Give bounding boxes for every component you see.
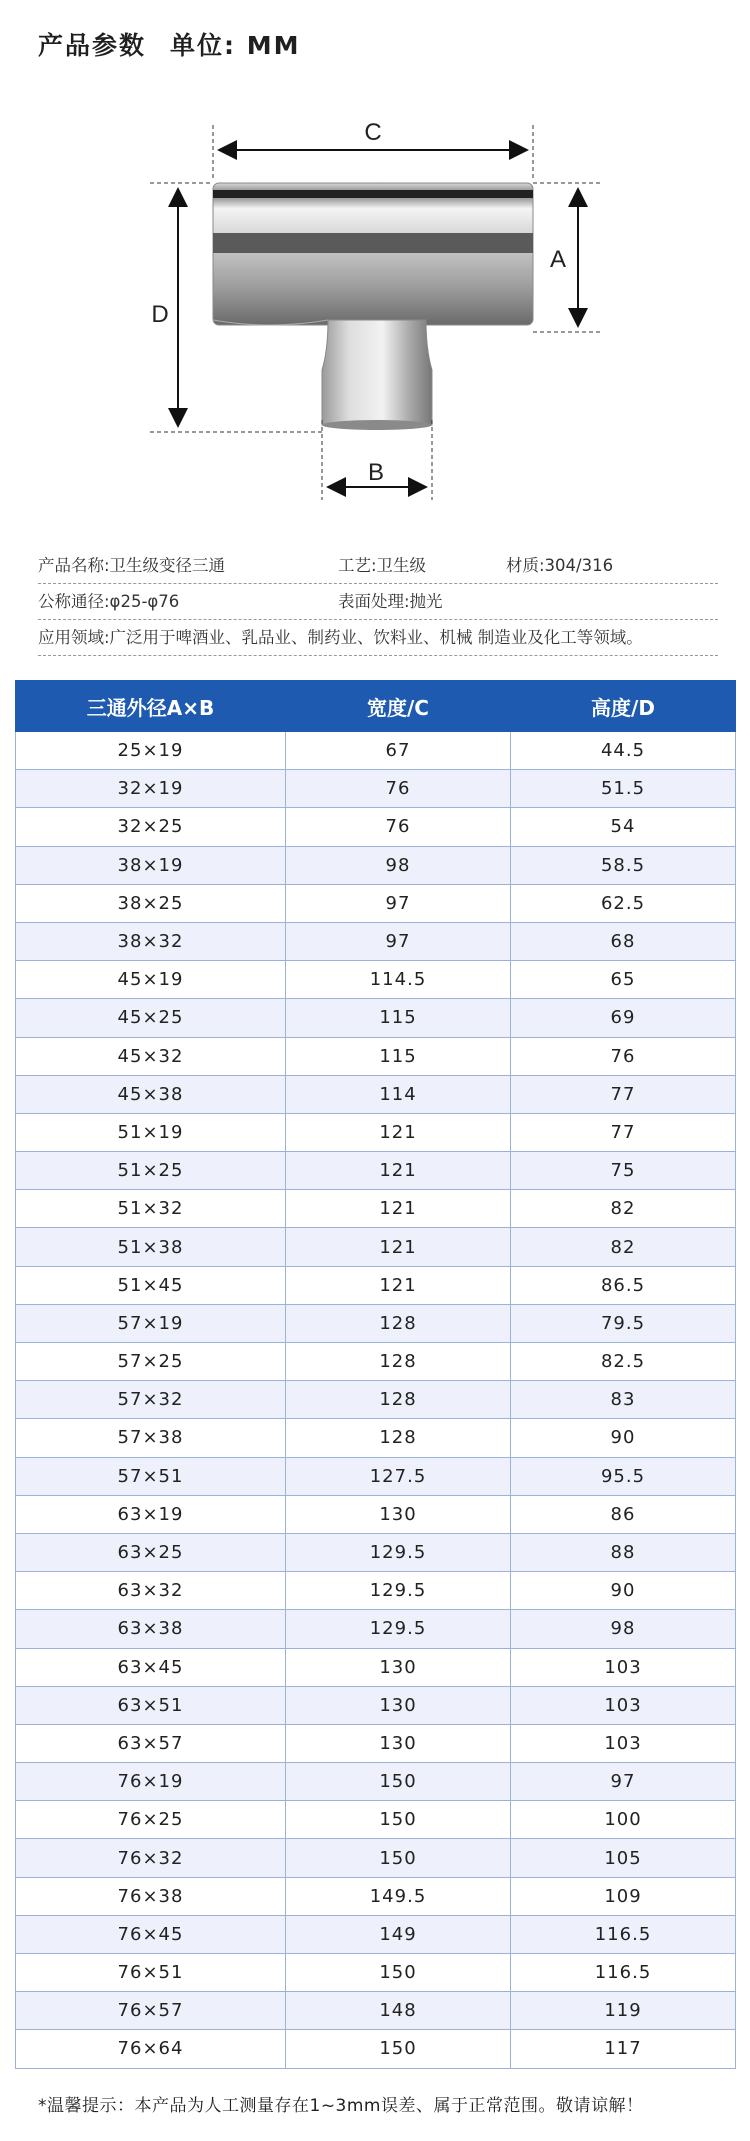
- cell-width: 150: [286, 1801, 511, 1839]
- table-row: [16, 1495, 736, 1533]
- cell-size: 76×51: [16, 1954, 286, 1992]
- table-row: [16, 999, 736, 1037]
- cell-width: 128: [286, 1304, 511, 1342]
- label-c: C: [364, 119, 382, 146]
- cell-height: 98: [511, 1610, 736, 1648]
- table-row: [16, 1457, 736, 1495]
- label-b: B: [367, 459, 385, 486]
- cell-size: 76×25: [16, 1801, 286, 1839]
- cell-height: 109: [511, 1877, 736, 1915]
- cell-width: 97: [286, 922, 511, 960]
- cell-width: 130: [286, 1724, 511, 1762]
- nominal-diameter: 公称通径:φ25-φ76: [38, 592, 180, 611]
- table-row: [16, 846, 736, 884]
- cell-width: 149.5: [286, 1877, 511, 1915]
- cell-height: 82: [511, 1190, 736, 1228]
- cell-height: 83: [511, 1381, 736, 1419]
- table-row: [16, 770, 736, 808]
- cell-width: 129.5: [286, 1572, 511, 1610]
- cell-size: 51×45: [16, 1266, 286, 1304]
- cell-size: 32×25: [16, 808, 286, 846]
- table-row: [16, 1266, 736, 1304]
- cell-width: 121: [286, 1266, 511, 1304]
- table-row: [16, 1915, 736, 1953]
- cell-height: 100: [511, 1801, 736, 1839]
- cell-size: 76×64: [16, 2030, 286, 2068]
- product-info: [38, 548, 718, 656]
- header-size: 三通外径A×B: [16, 681, 286, 732]
- cell-height: 117: [511, 2030, 736, 2068]
- cell-width: 129.5: [286, 1610, 511, 1648]
- table-row: [16, 884, 736, 922]
- cell-height: 62.5: [511, 884, 736, 922]
- cell-size: 45×25: [16, 999, 286, 1037]
- cell-height: 119: [511, 1992, 736, 2030]
- cell-width: 121: [286, 1190, 511, 1228]
- cell-height: 51.5: [511, 770, 736, 808]
- cell-size: 76×38: [16, 1877, 286, 1915]
- cell-size: 51×38: [16, 1228, 286, 1266]
- cell-width: 130: [286, 1495, 511, 1533]
- table-row: [16, 1343, 736, 1381]
- table-row: [16, 1648, 736, 1686]
- cell-size: 45×38: [16, 1075, 286, 1113]
- cell-size: 51×19: [16, 1113, 286, 1151]
- cell-height: 79.5: [511, 1304, 736, 1342]
- cell-height: 76: [511, 1037, 736, 1075]
- cell-height: 75: [511, 1152, 736, 1190]
- cell-size: 76×45: [16, 1915, 286, 1953]
- cell-size: 38×25: [16, 884, 286, 922]
- tee-fitting-diagram: [0, 100, 750, 500]
- cell-width: 130: [286, 1686, 511, 1724]
- table-row: [16, 2030, 736, 2068]
- cell-width: 76: [286, 808, 511, 846]
- cell-size: 38×19: [16, 846, 286, 884]
- table-row: [16, 1763, 736, 1801]
- footer-note: *温馨提示：本产品为人工测量存在1~3mm误差、属于正常范围。敬请谅解！: [38, 2096, 644, 2116]
- cell-height: 86.5: [511, 1266, 736, 1304]
- cell-height: 103: [511, 1686, 736, 1724]
- table-row: [16, 808, 736, 846]
- cell-width: 130: [286, 1648, 511, 1686]
- table-row: [16, 1381, 736, 1419]
- cell-width: 148: [286, 1992, 511, 2030]
- surface-treatment: 表面处理:抛光: [338, 592, 443, 611]
- cell-height: 90: [511, 1419, 736, 1457]
- header-height: 高度/D: [511, 681, 736, 732]
- cell-width: 97: [286, 884, 511, 922]
- cell-size: 76×19: [16, 1763, 286, 1801]
- table-row: [16, 1533, 736, 1571]
- product-name: 产品名称:卫生级变径三通: [38, 556, 226, 575]
- table-row: [16, 1419, 736, 1457]
- cell-width: 150: [286, 1954, 511, 1992]
- material: 材质:304/316: [506, 556, 614, 575]
- cell-size: 63×38: [16, 1610, 286, 1648]
- cell-height: 69: [511, 999, 736, 1037]
- cell-width: 98: [286, 846, 511, 884]
- table-body: [16, 732, 736, 2069]
- cell-height: 90: [511, 1572, 736, 1610]
- table-row: [16, 1801, 736, 1839]
- table-row: [16, 1992, 736, 2030]
- label-d: D: [151, 301, 169, 328]
- table-row: [16, 961, 736, 999]
- cell-height: 82.5: [511, 1343, 736, 1381]
- cell-height: 105: [511, 1839, 736, 1877]
- cell-size: 45×32: [16, 1037, 286, 1075]
- cell-width: 114: [286, 1075, 511, 1113]
- table-row: [16, 1075, 736, 1113]
- cell-size: 63×57: [16, 1724, 286, 1762]
- cell-size: 57×51: [16, 1457, 286, 1495]
- cell-size: 63×19: [16, 1495, 286, 1533]
- cell-size: 57×32: [16, 1381, 286, 1419]
- cell-size: 51×32: [16, 1190, 286, 1228]
- cell-width: 128: [286, 1343, 511, 1381]
- cell-size: 76×32: [16, 1839, 286, 1877]
- table-row: [16, 1572, 736, 1610]
- table-row: [16, 1610, 736, 1648]
- cell-width: 149: [286, 1915, 511, 1953]
- cell-height: 44.5: [511, 732, 736, 770]
- info-row-2: [38, 584, 718, 620]
- cell-width: 150: [286, 1763, 511, 1801]
- table-row: [16, 1228, 736, 1266]
- cell-size: 63×32: [16, 1572, 286, 1610]
- table-row: [16, 1954, 736, 1992]
- table-row: [16, 922, 736, 960]
- cell-height: 95.5: [511, 1457, 736, 1495]
- cell-width: 114.5: [286, 961, 511, 999]
- cell-height: 68: [511, 922, 736, 960]
- unit-text: 单位: MM: [170, 31, 301, 60]
- application: 应用领域:广泛用于啤酒业、乳品业、制药业、饮料业、机械 制造业及化工等领域。: [38, 628, 643, 647]
- cell-height: 116.5: [511, 1954, 736, 1992]
- table-row: [16, 1190, 736, 1228]
- cell-size: 38×32: [16, 922, 286, 960]
- info-row-3: [38, 620, 718, 656]
- cell-width: 121: [286, 1228, 511, 1266]
- cell-width: 115: [286, 1037, 511, 1075]
- table-row: [16, 732, 736, 770]
- cell-height: 103: [511, 1724, 736, 1762]
- table-row: [16, 1877, 736, 1915]
- table-row: [16, 1724, 736, 1762]
- label-a: A: [549, 246, 567, 273]
- cell-size: 45×19: [16, 961, 286, 999]
- cell-size: 57×19: [16, 1304, 286, 1342]
- table-row: [16, 1037, 736, 1075]
- cell-height: 86: [511, 1495, 736, 1533]
- cell-height: 82: [511, 1228, 736, 1266]
- page-title: [38, 26, 324, 62]
- cell-width: 150: [286, 1839, 511, 1877]
- table-row: [16, 1839, 736, 1877]
- cell-height: 65: [511, 961, 736, 999]
- title-text: 产品参数: [38, 31, 147, 60]
- cell-size: 63×25: [16, 1533, 286, 1571]
- cell-width: 150: [286, 2030, 511, 2068]
- cell-width: 128: [286, 1419, 511, 1457]
- table-row: [16, 1113, 736, 1151]
- cell-height: 116.5: [511, 1915, 736, 1953]
- cell-size: 51×25: [16, 1152, 286, 1190]
- cell-height: 77: [511, 1113, 736, 1151]
- cell-size: 76×57: [16, 1992, 286, 2030]
- spec-table: [15, 680, 736, 2069]
- cell-size: 63×51: [16, 1686, 286, 1724]
- cell-size: 32×19: [16, 770, 286, 808]
- cell-width: 67: [286, 732, 511, 770]
- table-row: [16, 1152, 736, 1190]
- cell-width: 129.5: [286, 1533, 511, 1571]
- table-header-row: [16, 681, 736, 732]
- cell-height: 54: [511, 808, 736, 846]
- cell-size: 25×19: [16, 732, 286, 770]
- table-row: [16, 1304, 736, 1342]
- cell-height: 58.5: [511, 846, 736, 884]
- cell-height: 97: [511, 1763, 736, 1801]
- info-row-1: [38, 548, 718, 584]
- tee-pipe: [213, 183, 533, 430]
- cell-width: 128: [286, 1381, 511, 1419]
- cell-width: 121: [286, 1113, 511, 1151]
- cell-height: 103: [511, 1648, 736, 1686]
- cell-size: 63×45: [16, 1648, 286, 1686]
- cell-width: 127.5: [286, 1457, 511, 1495]
- cell-width: 76: [286, 770, 511, 808]
- cell-size: 57×25: [16, 1343, 286, 1381]
- cell-width: 121: [286, 1152, 511, 1190]
- table-row: [16, 1686, 736, 1724]
- cell-size: 57×38: [16, 1419, 286, 1457]
- cell-width: 115: [286, 999, 511, 1037]
- process: 工艺:卫生级: [338, 556, 427, 575]
- header-width: 宽度/C: [286, 681, 511, 732]
- cell-height: 88: [511, 1533, 736, 1571]
- cell-height: 77: [511, 1075, 736, 1113]
